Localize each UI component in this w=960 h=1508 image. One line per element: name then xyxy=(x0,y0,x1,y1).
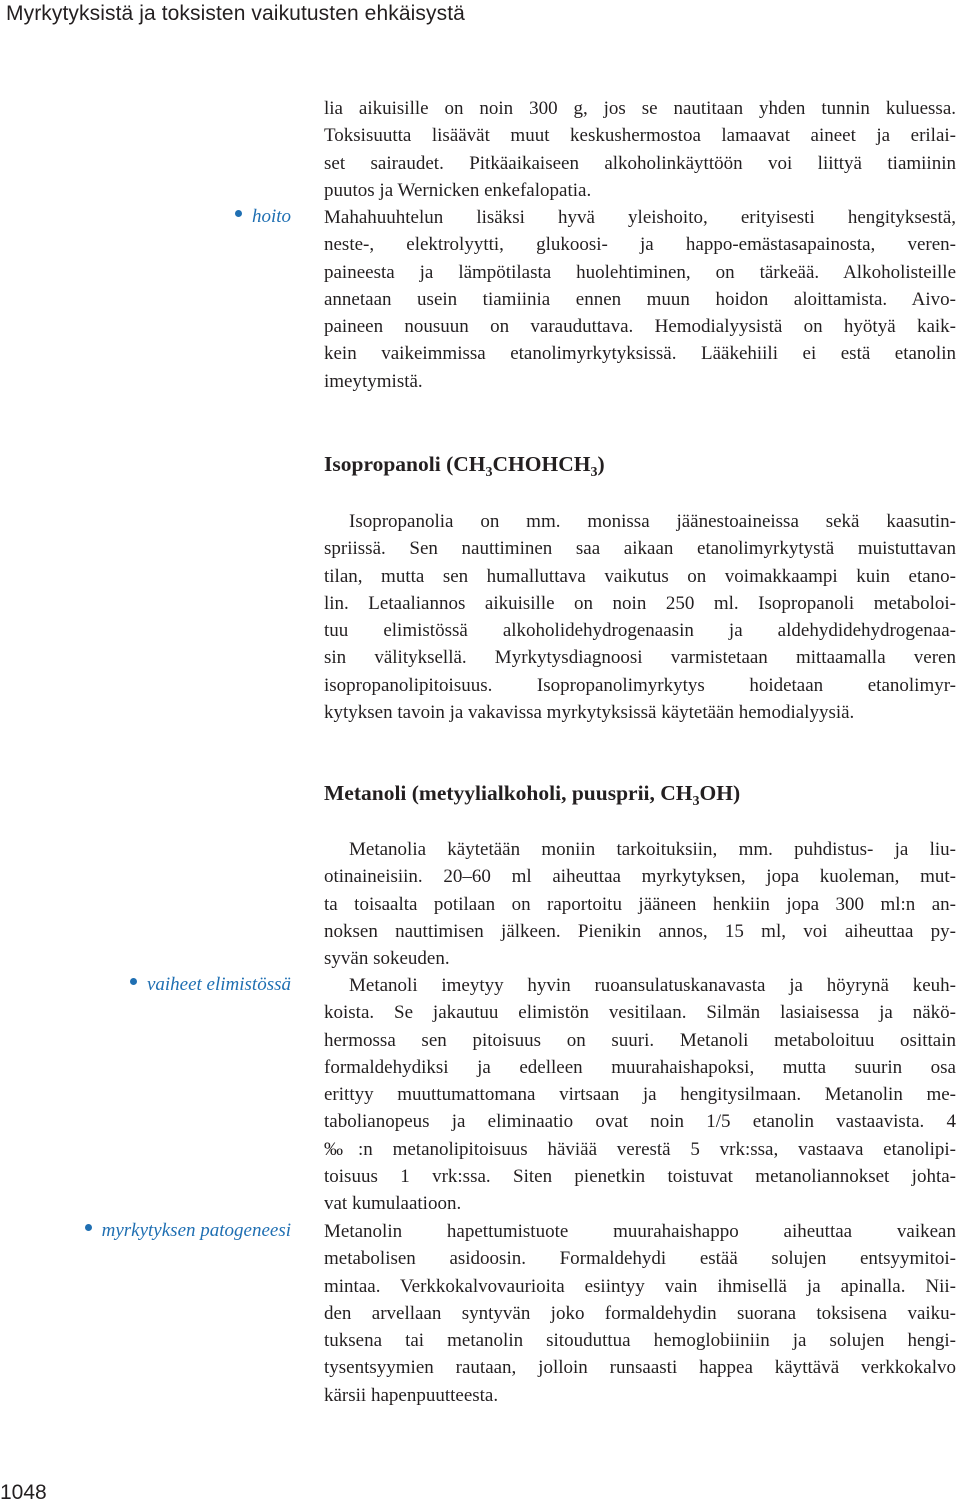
margin-note-hoito-label: hoito xyxy=(251,206,291,227)
text-line: noksen nauttimisen jälkeen. Pienikin annos, 15 ml, voi aiheuttaa py- xyxy=(324,920,956,942)
text-line: erittyy muuttumattomana virtsaan ja hengitysilmaan. Metanolin me- xyxy=(324,1084,956,1106)
text-line: tysentsyymien rautaan, jolloin runsaasti happea käyttävä verkkokalvo xyxy=(324,1357,956,1379)
text-line: Metanolin hapettumistuote muurahaishappo aiheuttaa vaikean xyxy=(324,1221,956,1242)
text-line: kytyksen tavoin ja vakavissa myrkytyksissä käytetään hemodialyysiä. xyxy=(324,702,855,724)
text-line: toisuus 1 vrk:ssa. Siten pienetkin toistuvat metanoliannokset johta- xyxy=(324,1166,956,1188)
text-line: Toksisuutta lisäävät muut keskushermostoa lamaavat aineet ja erilai- xyxy=(324,125,956,147)
text-line: spriissä. Sen nauttiminen saa aikaan etanolimyrkytystä muistuttavan xyxy=(324,538,956,560)
heading-methanol-part1: Metanoli (metyylialkoholi, puusprii, CH xyxy=(324,781,693,805)
text-line: Metanoli imeytyy hyvin ruoansulatuskanavasta ja höyrynä keuh- xyxy=(349,975,956,996)
page-number: 1048 xyxy=(0,1481,47,1504)
heading-methanol xyxy=(324,781,740,810)
text-line: isopropanolipitoisuus. Isopropanolimyrkytys hoidetaan etanolimyr- xyxy=(324,674,956,696)
heading-isopropanol-sub2: 3 xyxy=(590,465,598,480)
text-line: den arvellaan syntyvän joko formaldehydin suorana toksisena vaiku- xyxy=(324,1302,956,1324)
heading-isopropanol-part2: CHOHCH xyxy=(492,452,591,476)
text-line: annetaan usein tiamiinia ennen muun hoidon aloittamista. Aivo- xyxy=(324,288,956,310)
margin-note-patogeneesi xyxy=(85,1220,291,1242)
paragraph-ethanol-toxicity xyxy=(324,95,956,204)
text-line: imeytymistä. xyxy=(324,370,423,392)
text-line: vat kumulaatioon. xyxy=(324,1193,462,1215)
margin-note-patogeneesi-label: myrkytyksen patogeneesi xyxy=(101,1220,291,1241)
bullet-icon xyxy=(235,210,242,217)
text-line: tabolianopeus ja eliminaatio ovat noin 1/5 etanolin vastaavista. 4 xyxy=(324,1111,956,1133)
running-head: Myrkytyksistä ja toksisten vaikutusten ehkäisystä xyxy=(6,2,465,25)
heading-methanol-sub1: 3 xyxy=(692,794,700,809)
margin-note-hoito xyxy=(235,206,291,228)
heading-isopropanol-part3: ) xyxy=(597,452,605,476)
text-line: syvän sokeuden. xyxy=(324,948,450,970)
paragraph-ethanol-treatment xyxy=(324,204,956,395)
text-line: metabolisen asidoosin. Formaldehydi estää solujen entsyymitoi- xyxy=(324,1248,956,1270)
text-line: tilan, mutta sen humalluttava vaikutus on voimakkaampi kuin etano- xyxy=(324,565,956,587)
text-line: mintaa. Verkkokalvovaurioita esiintyy vain ihmisellä ja apinalla. Nii- xyxy=(324,1275,956,1297)
text-line: sin välityksellä. Myrkytysdiagnoosi varmistetaan mittaamalla veren xyxy=(324,647,956,669)
text-line: paineesta ja lämpötilasta huolehtiminen, on tärkeää. Alkoholisteille xyxy=(324,261,956,283)
text-line: kein vaikeimmissa etanolimyrkytyksissä. Lääkehiili ei estä etanolin xyxy=(324,343,956,365)
paragraph-methanol-pathogenesis xyxy=(324,1218,956,1409)
text-line: kärsii hapenpuutteesta. xyxy=(324,1384,499,1406)
margin-note-vaiheet-label: vaiheet elimistössä xyxy=(146,974,291,995)
text-line: otinaineisiin. 20–60 ml aiheuttaa myrkytyksen, jopa kuoleman, mut- xyxy=(324,866,956,888)
text-line: ‰:n metanolipitoisuus häviää verestä 5 vrk:ssa, vastaava etanolipi- xyxy=(324,1138,956,1160)
heading-methanol-part2: OH) xyxy=(699,781,741,805)
text-line: ta toisaalta potilaan on raportoitu jääneen henkiin jopa 300 ml:n an- xyxy=(324,893,956,915)
heading-isopropanol-sub1: 3 xyxy=(485,465,493,480)
text-line: lin. Letaaliannos aikuisille on noin 250 ml. Isopropanoli metaboloi- xyxy=(324,592,956,614)
text-line: koista. Se jakautuu elimistön vesitilaan. Silmän lasiaisessa ja näkö- xyxy=(324,1002,956,1024)
bullet-icon xyxy=(130,978,137,985)
paragraph-methanol-kinetics xyxy=(324,972,956,1218)
text-line: formaldehydiksi ja edelleen muurahaishapoksi, mutta suurin osa xyxy=(324,1056,956,1078)
margin-note-vaiheet xyxy=(130,974,291,996)
text-line: set sairaudet. Pitkäaikaiseen alkoholinkäyttöön voi liittyä tiamiinin xyxy=(324,152,956,174)
text-line: tuksena tai metanolin sitouduttua hemoglobiiniin ja solujen hengi- xyxy=(324,1330,956,1352)
text-line: hermossa sen pitoisuus on suuri. Metanoli metaboloituu osittain xyxy=(324,1029,956,1051)
heading-isopropanol xyxy=(324,452,605,481)
text-line: lia aikuisille on noin 300 g, jos se nautitaan yhden tunnin kuluessa. xyxy=(324,98,956,119)
text-line: Isopropanolia on mm. monissa jäänestoaineissa sekä kaasutin- xyxy=(349,511,956,532)
text-line: Metanolia käytetään moniin tarkoituksiin, mm. puhdistus- ja liu- xyxy=(349,839,956,860)
text-line: puutos ja Wernicken enkefalopatia. xyxy=(324,179,592,201)
heading-isopropanol-part1: Isopropanoli (CH xyxy=(324,452,486,476)
text-line: paineen nousuun on varauduttava. Hemodialyysistä on hyötyä kaik- xyxy=(324,316,956,338)
text-line: Mahahuuhtelun lisäksi hyvä yleishoito, erityisesti hengityksestä, xyxy=(324,207,956,228)
bullet-icon xyxy=(85,1224,92,1231)
text-line: neste-, elektrolyytti, glukoosi- ja happo-emästasapainosta, veren- xyxy=(324,234,956,256)
text-line: tuu elimistössä alkoholidehydrogenaasin ja aldehydidehydrogenaa- xyxy=(324,620,956,642)
paragraph-methanol-intro xyxy=(324,836,956,972)
paragraph-isopropanol xyxy=(324,508,956,726)
